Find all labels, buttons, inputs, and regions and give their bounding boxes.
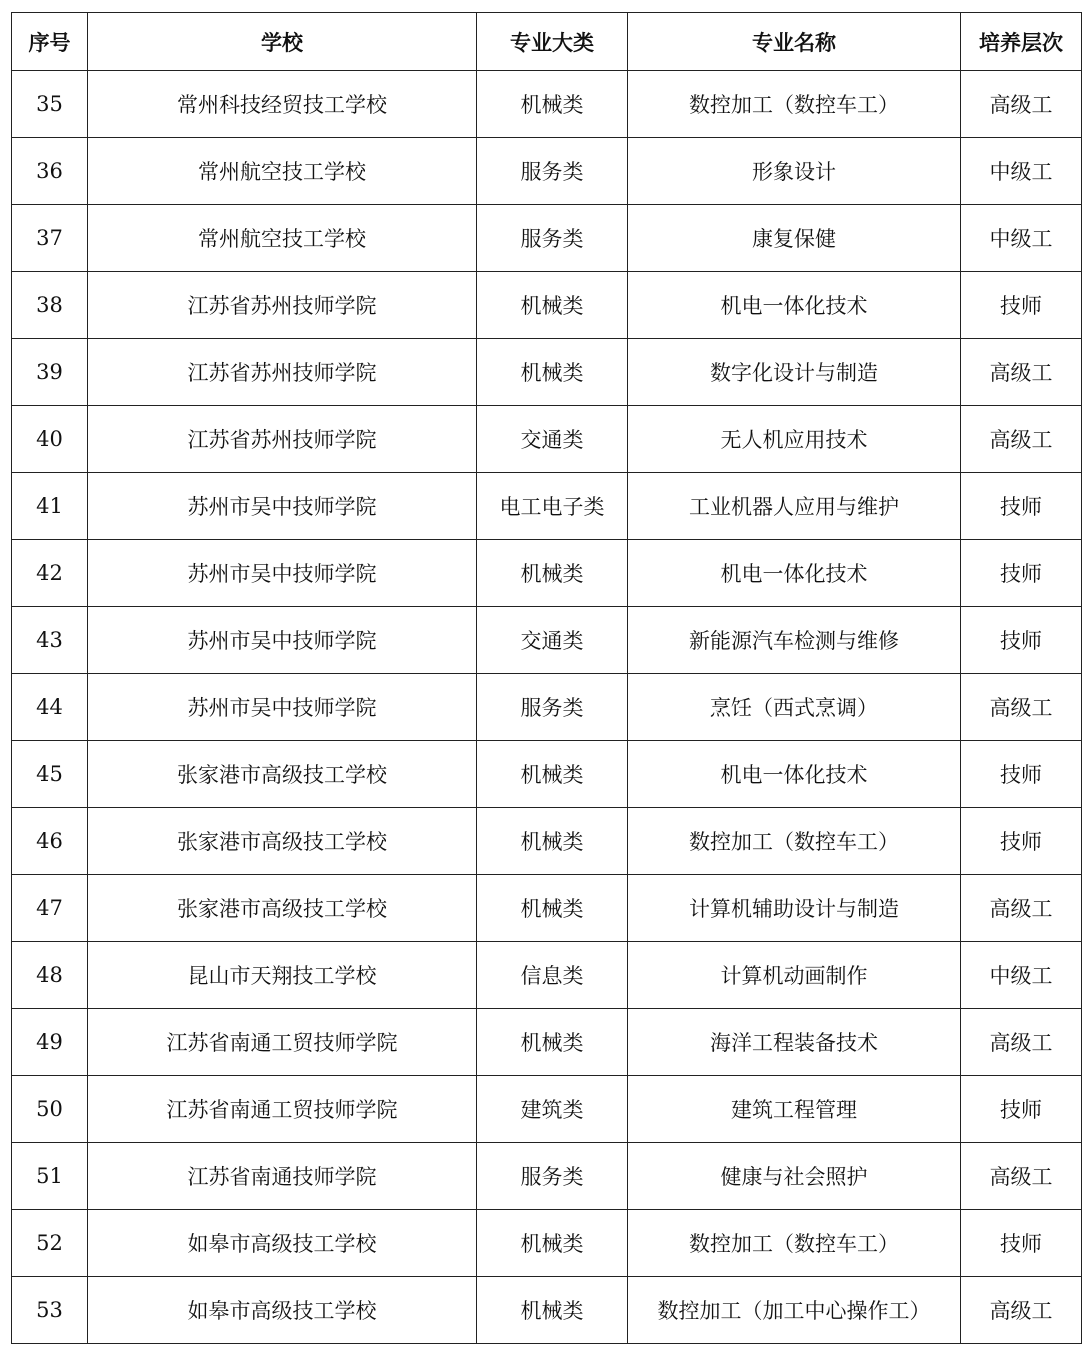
cell-level: 高级工	[961, 406, 1082, 473]
cell-level: 技师	[961, 1210, 1082, 1277]
cell-id: 35	[12, 71, 88, 138]
cell-category: 交通类	[477, 406, 628, 473]
cell-category: 服务类	[477, 138, 628, 205]
cell-category: 机械类	[477, 272, 628, 339]
cell-category: 服务类	[477, 674, 628, 741]
table-row	[12, 942, 1082, 1009]
cell-level: 技师	[961, 1076, 1082, 1143]
cell-id: 36	[12, 138, 88, 205]
header-major: 专业名称	[628, 13, 961, 71]
table-row	[12, 540, 1082, 607]
table-row	[12, 1143, 1082, 1210]
cell-category: 机械类	[477, 808, 628, 875]
table-row	[12, 138, 1082, 205]
cell-id: 38	[12, 272, 88, 339]
cell-school: 常州科技经贸技工学校	[88, 71, 477, 138]
cell-major: 机电一体化技术	[628, 272, 961, 339]
cell-major: 数控加工（加工中心操作工）	[628, 1277, 961, 1344]
table-row	[12, 1210, 1082, 1277]
cell-major: 计算机辅助设计与制造	[628, 875, 961, 942]
cell-level: 高级工	[961, 1143, 1082, 1210]
cell-school: 江苏省南通技师学院	[88, 1143, 477, 1210]
cell-category: 机械类	[477, 1009, 628, 1076]
cell-category: 机械类	[477, 339, 628, 406]
cell-school: 苏州市吴中技师学院	[88, 674, 477, 741]
cell-school: 常州航空技工学校	[88, 138, 477, 205]
cell-major: 形象设计	[628, 138, 961, 205]
table-header	[12, 13, 1082, 71]
cell-level: 高级工	[961, 339, 1082, 406]
cell-category: 机械类	[477, 875, 628, 942]
cell-level: 技师	[961, 540, 1082, 607]
table-row	[12, 1009, 1082, 1076]
cell-level: 高级工	[961, 71, 1082, 138]
cell-category: 机械类	[477, 1210, 628, 1277]
cell-level: 技师	[961, 473, 1082, 540]
program-table	[11, 12, 1082, 1344]
cell-id: 47	[12, 875, 88, 942]
header-category: 专业大类	[477, 13, 628, 71]
cell-school: 江苏省苏州技师学院	[88, 339, 477, 406]
cell-major: 海洋工程装备技术	[628, 1009, 961, 1076]
cell-category: 机械类	[477, 71, 628, 138]
cell-id: 42	[12, 540, 88, 607]
table-row	[12, 875, 1082, 942]
cell-major: 数控加工（数控车工）	[628, 808, 961, 875]
cell-id: 43	[12, 607, 88, 674]
cell-major: 工业机器人应用与维护	[628, 473, 961, 540]
cell-school: 张家港市高级技工学校	[88, 741, 477, 808]
cell-major: 数字化设计与制造	[628, 339, 961, 406]
cell-school: 江苏省南通工贸技师学院	[88, 1076, 477, 1143]
cell-school: 苏州市吴中技师学院	[88, 540, 477, 607]
cell-major: 计算机动画制作	[628, 942, 961, 1009]
table-row	[12, 473, 1082, 540]
cell-category: 机械类	[477, 1277, 628, 1344]
cell-level: 技师	[961, 607, 1082, 674]
cell-id: 45	[12, 741, 88, 808]
cell-category: 机械类	[477, 540, 628, 607]
cell-school: 昆山市天翔技工学校	[88, 942, 477, 1009]
table-row	[12, 71, 1082, 138]
table-row	[12, 406, 1082, 473]
cell-level: 高级工	[961, 1009, 1082, 1076]
cell-category: 机械类	[477, 741, 628, 808]
cell-school: 江苏省苏州技师学院	[88, 272, 477, 339]
header-level: 培养层次	[961, 13, 1082, 71]
table-row	[12, 272, 1082, 339]
cell-id: 40	[12, 406, 88, 473]
cell-id: 48	[12, 942, 88, 1009]
table-row	[12, 205, 1082, 272]
cell-category: 信息类	[477, 942, 628, 1009]
cell-category: 交通类	[477, 607, 628, 674]
cell-id: 53	[12, 1277, 88, 1344]
cell-major: 康复保健	[628, 205, 961, 272]
cell-major: 机电一体化技术	[628, 741, 961, 808]
cell-major: 数控加工（数控车工）	[628, 71, 961, 138]
cell-school: 张家港市高级技工学校	[88, 808, 477, 875]
cell-category: 服务类	[477, 205, 628, 272]
cell-major: 数控加工（数控车工）	[628, 1210, 961, 1277]
cell-level: 技师	[961, 741, 1082, 808]
cell-major: 无人机应用技术	[628, 406, 961, 473]
cell-level: 中级工	[961, 942, 1082, 1009]
cell-level: 技师	[961, 272, 1082, 339]
cell-id: 46	[12, 808, 88, 875]
header-row	[12, 13, 1082, 71]
cell-level: 高级工	[961, 1277, 1082, 1344]
cell-id: 41	[12, 473, 88, 540]
cell-major: 健康与社会照护	[628, 1143, 961, 1210]
cell-level: 中级工	[961, 205, 1082, 272]
cell-id: 39	[12, 339, 88, 406]
cell-id: 51	[12, 1143, 88, 1210]
cell-school: 苏州市吴中技师学院	[88, 607, 477, 674]
cell-major: 建筑工程管理	[628, 1076, 961, 1143]
table-row	[12, 339, 1082, 406]
cell-id: 37	[12, 205, 88, 272]
cell-level: 技师	[961, 808, 1082, 875]
cell-level: 中级工	[961, 138, 1082, 205]
cell-level: 高级工	[961, 875, 1082, 942]
cell-level: 高级工	[961, 674, 1082, 741]
cell-id: 49	[12, 1009, 88, 1076]
header-school: 学校	[88, 13, 477, 71]
cell-school: 如皋市高级技工学校	[88, 1210, 477, 1277]
cell-school: 苏州市吴中技师学院	[88, 473, 477, 540]
cell-category: 建筑类	[477, 1076, 628, 1143]
cell-school: 江苏省南通工贸技师学院	[88, 1009, 477, 1076]
cell-school: 江苏省苏州技师学院	[88, 406, 477, 473]
cell-id: 44	[12, 674, 88, 741]
cell-id: 52	[12, 1210, 88, 1277]
table-row	[12, 1277, 1082, 1344]
table-row	[12, 808, 1082, 875]
table-row	[12, 607, 1082, 674]
cell-school: 张家港市高级技工学校	[88, 875, 477, 942]
cell-id: 50	[12, 1076, 88, 1143]
cell-category: 电工电子类	[477, 473, 628, 540]
cell-major: 机电一体化技术	[628, 540, 961, 607]
table-row	[12, 741, 1082, 808]
cell-school: 常州航空技工学校	[88, 205, 477, 272]
table-row	[12, 674, 1082, 741]
header-id: 序号	[12, 13, 88, 71]
cell-category: 服务类	[477, 1143, 628, 1210]
cell-major: 烹饪（西式烹调）	[628, 674, 961, 741]
cell-school: 如皋市高级技工学校	[88, 1277, 477, 1344]
cell-major: 新能源汽车检测与维修	[628, 607, 961, 674]
table-row	[12, 1076, 1082, 1143]
table-body	[12, 71, 1082, 1344]
